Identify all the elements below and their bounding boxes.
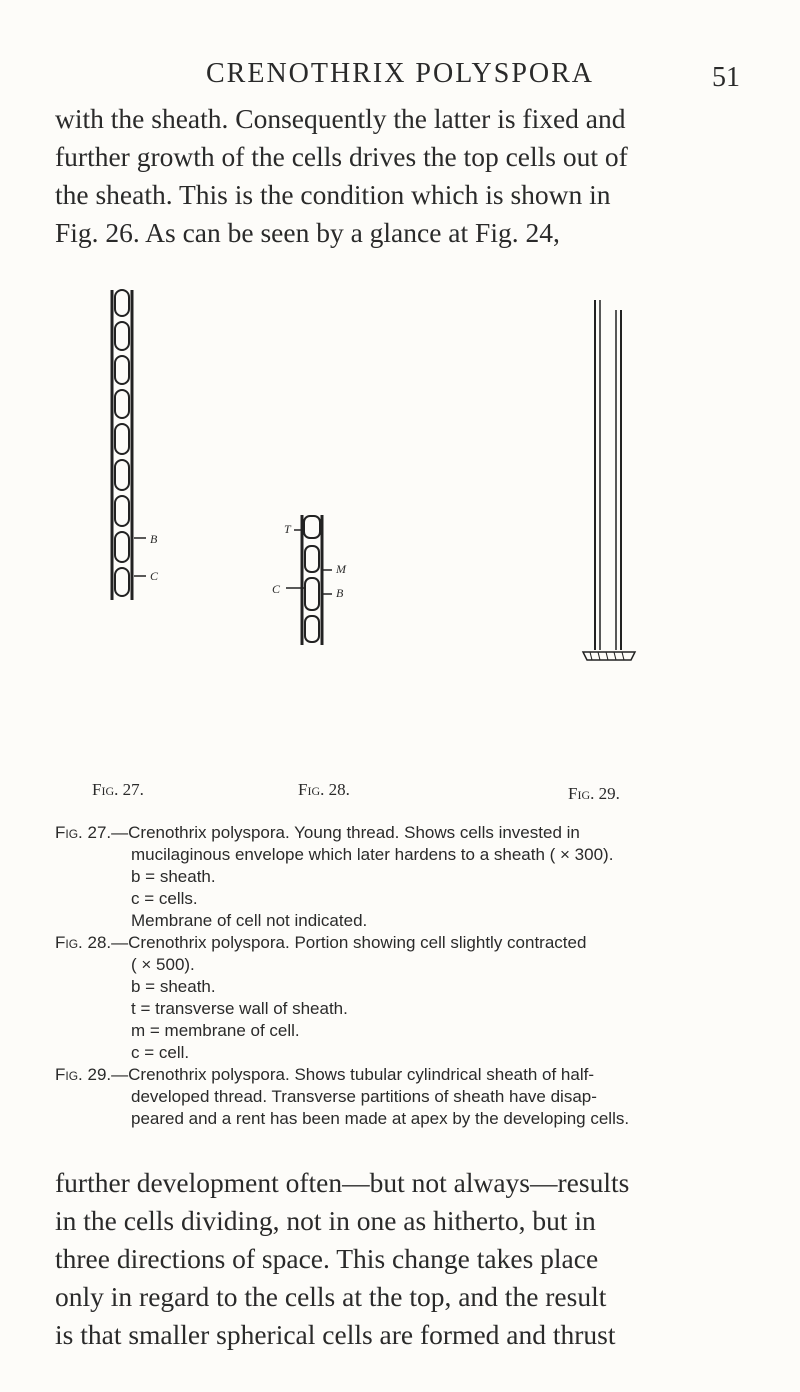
caption-fig29-line1: [55, 1064, 745, 1086]
caption-fig27-line1: [55, 822, 745, 844]
page-number: 51: [712, 62, 740, 93]
fig29-illustration: [583, 300, 635, 660]
fig27-illustration: [112, 290, 146, 600]
caption-fig28-b: b = sheath.: [131, 977, 216, 996]
fig28-letter-m: m: [336, 558, 346, 577]
paragraph-line: further development often—but not always—results: [55, 1167, 630, 1198]
paragraph-line: Fig. 26. As can be seen by a glance at Fig. 24,: [55, 217, 560, 248]
paragraph-line: is that smaller spherical cells are formed and thrust: [55, 1319, 616, 1350]
bottom-paragraph: [55, 1164, 745, 1354]
figure-captions: [55, 822, 745, 1130]
fig27-label: Fig. 27.: [92, 780, 144, 799]
caption-fig29-line3: peared and a rent has been made at apex by the developing cells.: [131, 1109, 630, 1128]
caption-text: —Crenothrix polyspora. Young thread. Shows cells invested in: [111, 823, 580, 842]
caption-fig28-t: t = transverse wall of sheath.: [131, 999, 348, 1018]
fig27-letter-c: c: [150, 565, 159, 584]
running-header: CRENOTHRIX POLYSPORA: [205, 58, 595, 89]
caption-fig28-lead: Fig. 28.: [55, 933, 112, 952]
caption-fig27-line2: mucilaginous envelope which later hardens to a sheath ( × 300).: [131, 845, 614, 864]
paragraph-line: three directions of space. This change takes place: [55, 1243, 599, 1274]
paragraph-line: in the cells dividing, not in one as hitherto, but in: [55, 1205, 596, 1236]
paragraph-line: with the sheath. Consequently the latter is fixed and: [55, 103, 626, 134]
caption-fig27-c: c = cells.: [131, 889, 198, 908]
fig28-label: Fig. 28.: [298, 780, 350, 799]
fig28-letter-b: b: [336, 582, 344, 601]
figure-illustrations: [0, 280, 800, 820]
paragraph-line: only in regard to the cells at the top, and the result: [55, 1281, 607, 1312]
top-paragraph: [55, 100, 745, 252]
caption-fig28-line2: ( × 500).: [131, 955, 195, 974]
caption-text: —Crenothrix polyspora. Shows tubular cylindrical sheath of half-: [111, 1065, 594, 1084]
figures-area: [0, 280, 800, 820]
paragraph-line: the sheath. This is the condition which is shown in: [55, 179, 611, 210]
caption-fig28-c: c = cell.: [131, 1043, 190, 1062]
caption-text: —Crenothrix polyspora. Portion showing cell slightly contracted: [111, 933, 587, 952]
fig28-illustration: [286, 515, 332, 645]
caption-fig27-lead: Fig. 27.: [55, 823, 112, 842]
fig29-label: Fig. 29.: [568, 784, 620, 803]
caption-fig28-m: m = membrane of cell.: [131, 1021, 300, 1040]
caption-fig27-note: Membrane of cell not indicated.: [131, 911, 368, 930]
fig27-letter-b: b: [150, 528, 158, 547]
paragraph-line: further growth of the cells drives the top cells out of: [55, 141, 628, 172]
fig28-letter-t: t: [284, 518, 291, 537]
caption-fig28-line1: [55, 932, 745, 954]
caption-fig27-b: b = sheath.: [131, 867, 216, 886]
caption-fig29-line2: developed thread. Transverse partitions of sheath have disap-: [131, 1087, 597, 1106]
caption-fig29-lead: Fig. 29.: [55, 1065, 112, 1084]
fig28-letter-c: c: [272, 578, 281, 597]
